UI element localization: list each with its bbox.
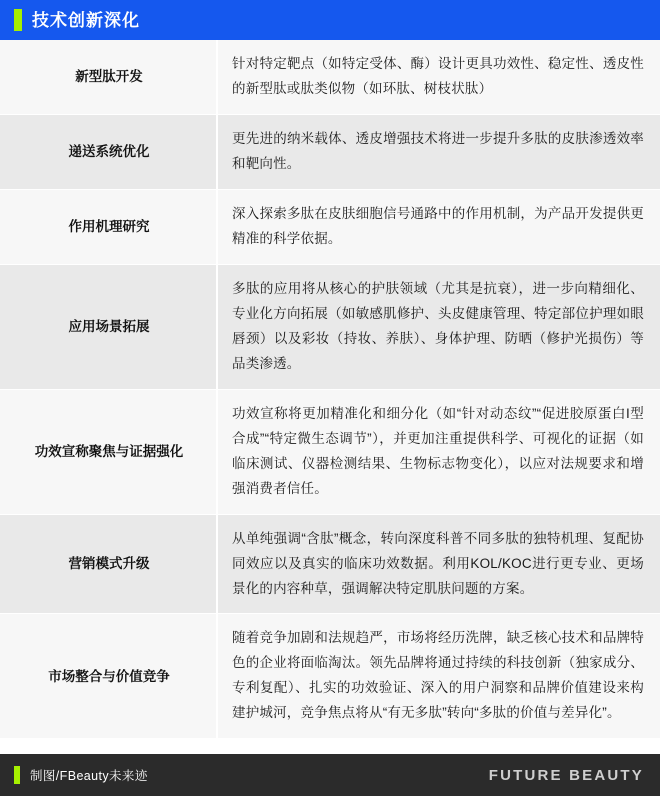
row-body: 随着竞争加剧和法规趋严，市场将经历洗牌，缺乏核心技术和品牌特色的企业将面临淘汰。领先品牌将通过持续的科技创新（独家成分、专利复配）、扎实的功效验证、深入的用户洞察和品牌价值建设来构建护城河，竞争焦点将从“有无多肽”转向“多肽的价值与差异化”。	[232, 630, 644, 721]
row-body: 更先进的纳米载体、透皮增强技术将进一步提升多肽的皮肤渗透效率和靶向性。	[232, 130, 644, 171]
row-body: 功效宣称将更加精准化和细分化（如“针对动态纹”“促进胶原蛋白I型合成”“特定微生态调节”），并更加注重提供科学、可视化的证据（如临床测试、仪器检测结果、生物标志物变化），以应对法规要求和增强消费者信任。	[232, 405, 644, 496]
row-label: 市场整合与价值竞争	[0, 614, 218, 738]
row-body: 深入探索多肽在皮肤细胞信号通路中的作用机制，为产品开发提供更精准的科学依据。	[232, 205, 644, 246]
row-label: 应用场景拓展	[0, 265, 218, 389]
table-row	[0, 390, 660, 515]
row-body: 从单纯强调“含肽”概念，转向深度科普不同多肽的独特机理、复配协同效应以及真实的临床功效数据。利用KOL/KOC进行更专业、更场景化的内容种草，强调解决特定肌肤问题的方案。	[232, 530, 644, 596]
row-label: 递送系统优化	[0, 115, 218, 189]
row-label: 新型肽开发	[0, 40, 218, 114]
row-label: 功效宣称聚焦与证据强化	[0, 390, 218, 514]
header-accent-bar	[14, 9, 22, 31]
footer-credit: 制图/FBeauty未来迹	[30, 769, 148, 783]
footer-left-group	[0, 766, 148, 784]
row-body: 多肽的应用将从核心的护肤领域（尤其是抗衰），进一步向精细化、专业化方向拓展（如敏感肌修护、头皮健康管理、特定部位护理如眼唇颈）以及彩妆（持妆、养肤）、身体护理、防晒（修护光损伤）等品类渗透。	[232, 280, 644, 371]
table-row	[0, 265, 660, 390]
table-row	[0, 515, 660, 615]
footer-accent-bar	[14, 766, 20, 784]
row-label: 营销模式升级	[0, 515, 218, 614]
content-table	[0, 40, 660, 754]
table-row	[0, 40, 660, 115]
row-label: 作用机理研究	[0, 190, 218, 264]
row-body: 针对特定靶点（如特定受体、酶）设计更具功效性、稳定性、透皮性的新型肽或肽类似物（如环肽、树枝状肽）	[232, 56, 644, 96]
footer-bar	[0, 754, 660, 796]
table-row	[0, 614, 660, 739]
page-title: 技术创新深化	[32, 10, 140, 30]
table-row	[0, 115, 660, 190]
footer-brand: FUTURE BEAUTY	[488, 766, 644, 784]
header-bar	[0, 0, 660, 40]
table-row	[0, 190, 660, 265]
